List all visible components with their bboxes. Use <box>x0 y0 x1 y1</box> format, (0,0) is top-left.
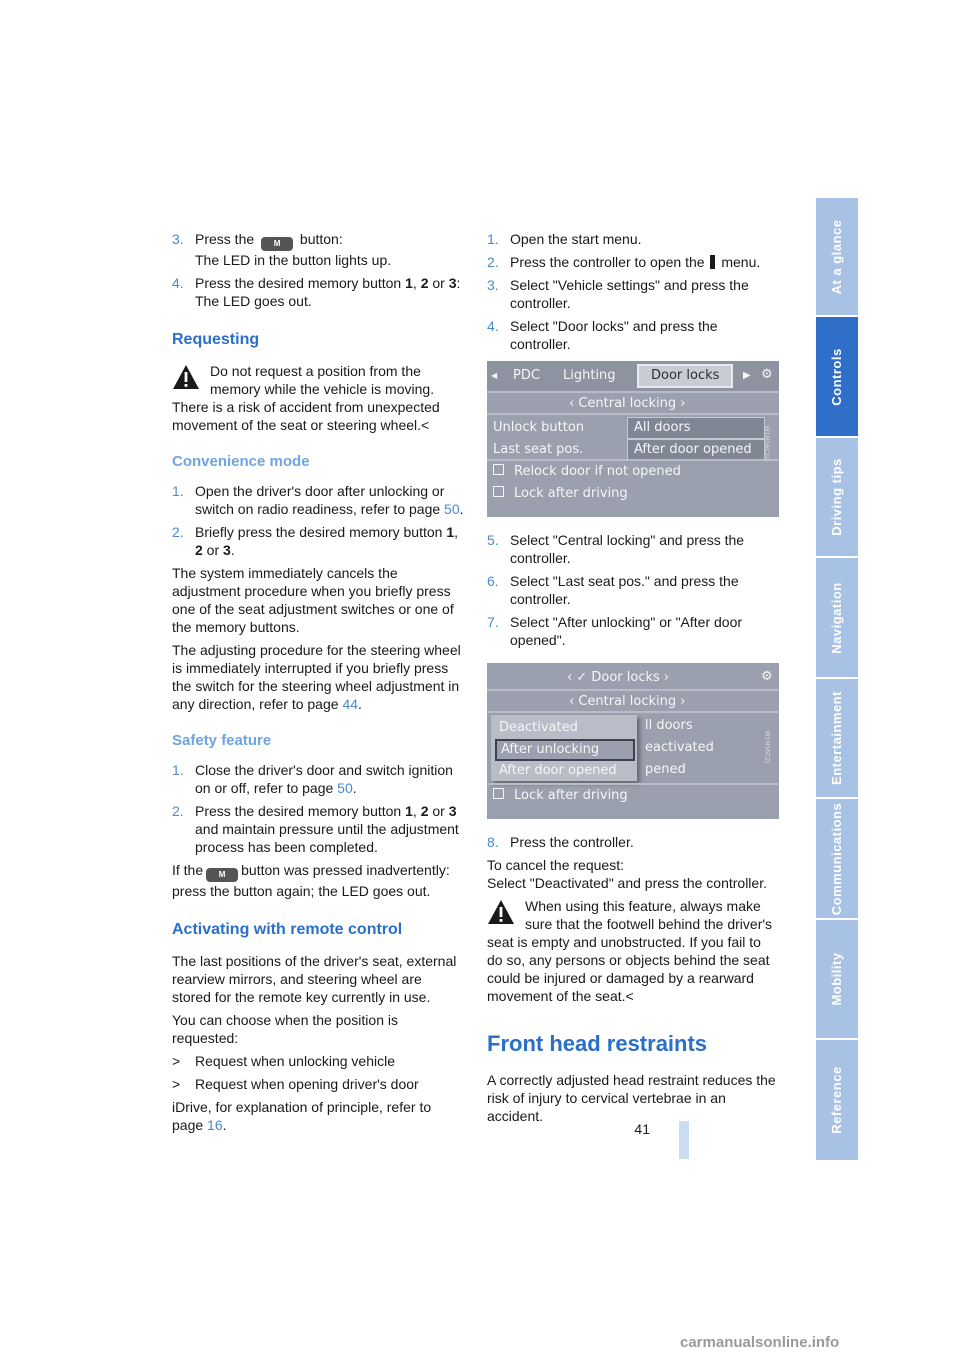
tab-door-locks[interactable]: Door locks <box>637 364 733 388</box>
convenience-step-2: 2. Briefly press the desired memory button 1, 2 or 3. <box>172 524 459 558</box>
tab-pdc[interactable]: PDC <box>513 368 540 383</box>
watermark: carmanualsonline.info <box>680 1334 840 1351</box>
safety-step-2: 2. Press the desired memory button 1, 2 or 3 and maintain pressure until the adjustment process has been completed. <box>172 803 459 855</box>
relock-row[interactable]: Relock door if not opened <box>493 463 681 481</box>
sidebar-tab-navigation[interactable]: Navigation <box>816 558 858 679</box>
central-locking-header-2: ‹ Central locking › <box>569 694 686 709</box>
remote-heading: Activating with remote control <box>172 921 403 938</box>
cancel-paragraph: The system immediately cancels the adjustment procedure when you briefly press one of the seat adjustment switches or one of the memory buttons. <box>172 565 454 635</box>
settings-icon-2: ⚙ <box>761 669 773 684</box>
page-number-bar <box>679 1121 689 1159</box>
tab-lighting[interactable]: Lighting <box>563 368 616 383</box>
head-restraints-paragraph: A correctly adjusted head restraint reduces the risk of injury to cervical vertebrae in an accident. <box>487 1072 776 1124</box>
section-sidebar <box>816 198 858 1160</box>
figure-code: W1MS6C2G <box>763 425 770 461</box>
choose-paragraph: You can choose when the position is requested: <box>172 1012 398 1046</box>
right-step-8: 8. Press the controller. <box>487 834 634 850</box>
safety-heading: Safety feature <box>172 732 272 749</box>
partial-deactivated: eactivated <box>645 740 714 755</box>
right-step-5: 5. Select "Central locking" and press the controller. <box>487 532 745 566</box>
right-step-4: 4. Select "Door locks" and press the controller. <box>487 318 718 352</box>
step-4: 4. Press the desired memory button 1, 2 or 3: The LED goes out. <box>172 275 461 309</box>
partial-all-doors: ll doors <box>645 718 693 733</box>
partial-opened: pened <box>645 762 686 777</box>
door-locks-header: ‹ ✓ Door locks › <box>567 670 670 685</box>
settings-icon: ⚙ <box>761 367 773 382</box>
right-step-1: 1. Open the start menu. <box>487 231 642 247</box>
page-link-44[interactable]: 44 <box>342 696 359 712</box>
safety-step-1: 1. Close the driver's door and switch ignition on or off, refer to page 50. <box>172 762 453 796</box>
central-locking-header: ‹ Central locking › <box>569 396 686 411</box>
right-step-6: 6. Select "Last seat pos." and press the controller. <box>487 573 739 607</box>
remote-paragraph: The last positions of the driver's seat, external rearview mirrors, and steering wheel are stored for the remote key currently in use. <box>172 953 457 1005</box>
option-after-door-opened-2[interactable]: After door opened <box>499 763 617 778</box>
left-arrow-icon: ◀ <box>491 371 498 380</box>
page-link-50[interactable]: 50 <box>444 501 460 517</box>
checkbox-icon <box>493 464 504 475</box>
right-column <box>487 230 779 1130</box>
menu-unlock-button[interactable]: Unlock button <box>493 420 585 435</box>
door-locks-screen <box>487 361 779 517</box>
left-column <box>172 230 464 1139</box>
sidebar-tab-communications[interactable]: Communications <box>816 799 858 920</box>
convenience-step-1: 1. Open the driver's door after unlocking or switch on radio readiness, refer to page 50. <box>172 483 464 517</box>
right-step-7: 7. Select "After unlocking" or "After door opened". <box>487 614 743 648</box>
page-number: 41 <box>634 1121 650 1137</box>
front-head-restraints-heading: Front head restraints <box>487 1031 708 1056</box>
option-all-doors[interactable]: All doors <box>627 417 765 439</box>
lock-after-driving-row-2[interactable]: Lock after driving <box>493 787 628 805</box>
memory-m-button-icon: M <box>261 237 293 251</box>
warning-triangle-icon <box>172 364 200 390</box>
right-arrow-icon: ▶ <box>743 370 751 381</box>
menu-last-seat-pos[interactable]: Last seat pos. <box>493 442 584 457</box>
requesting-heading: Requesting <box>172 331 260 348</box>
inadvertent-paragraph: If the M button was pressed inadvertently: press the button again; the LED goes out. <box>172 862 450 899</box>
option-after-door-opened[interactable]: After door opened <box>627 439 765 461</box>
option-after-unlocking[interactable]: After unlocking <box>495 739 635 761</box>
memory-m-button-icon-2: M <box>206 868 238 882</box>
bullet-door: > Request when opening driver's door <box>172 1076 419 1092</box>
page-link-16[interactable]: 16 <box>207 1117 223 1133</box>
sidebar-tab-at-a-glance[interactable]: At a glance <box>816 198 858 317</box>
right-step-3: 3. Select "Vehicle settings" and press the controller. <box>487 277 749 311</box>
warning-footwell: When using this feature, always make sure that the footwell behind the driver's seat is empty and unobstructed. If you fail to do so, any persons or objects behind the seat could be injured or damaged by a rearward movement of the seat.< <box>487 898 773 1004</box>
sidebar-tab-mobility[interactable]: Mobility <box>816 920 858 1040</box>
page-link-50-b[interactable]: 50 <box>337 780 353 796</box>
option-deactivated[interactable]: Deactivated <box>499 720 578 735</box>
steering-paragraph: The adjusting procedure for the steering wheel is immediately interrupted if you briefly press the switch for the steering wheel adjustment in any direction, refer to page 44. <box>172 642 461 712</box>
figure-code-2: W1MS6C2J <box>763 730 770 763</box>
checkbox-icon-3 <box>493 788 504 799</box>
info-menu-icon <box>710 255 715 269</box>
sidebar-tab-controls[interactable]: Controls <box>816 317 858 438</box>
bullet-unlock: > Request when unlocking vehicle <box>172 1053 396 1069</box>
warning-requesting: Do not request a position from the memory while the vehicle is moving. There is a risk of accident from unexpected movement of the seat or steering wheel.< <box>172 363 440 433</box>
sidebar-tab-reference[interactable]: Reference <box>816 1040 858 1160</box>
sidebar-tab-driving-tips[interactable]: Driving tips <box>816 438 858 558</box>
convenience-heading: Convenience mode <box>172 453 310 470</box>
right-step-2: 2. Press the controller to open the menu. <box>487 254 761 270</box>
idrive-paragraph: iDrive, for explanation of principle, refer to page 16. <box>172 1099 432 1133</box>
cancel-request: To cancel the request: Select "Deactivated" and press the controller. <box>487 857 767 891</box>
lock-after-driving-row[interactable]: Lock after driving <box>493 485 628 503</box>
step-3: 3. Press the M button: The LED in the button lights up. <box>172 231 392 268</box>
central-locking-screen <box>487 663 779 819</box>
checkbox-icon-2 <box>493 486 504 497</box>
sidebar-tab-entertainment[interactable]: Entertainment <box>816 679 858 799</box>
warning-triangle-icon-2 <box>487 899 515 925</box>
